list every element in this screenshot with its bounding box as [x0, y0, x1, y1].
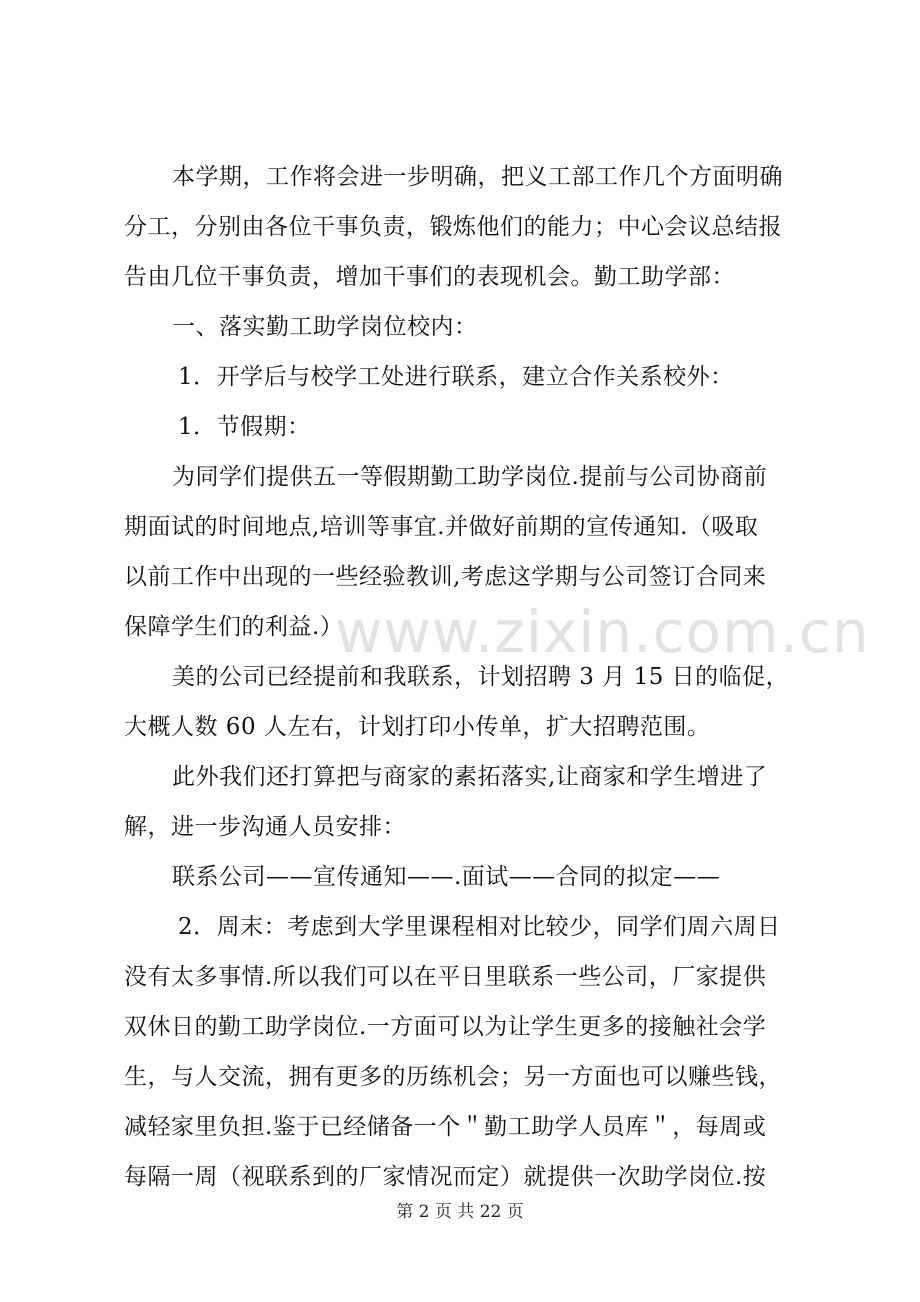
list-item: 1．开学后与校学工处进行联系，建立合作关系校外： — [178, 364, 734, 390]
text-line: 期面试的时间地点,培训等事宜.并做好前期的宣传通知.（吸取 — [124, 514, 759, 540]
text-line: 大概人数 60 人左右，计划打印小传单，扩大招聘范围。 — [124, 714, 711, 740]
list-item: 1．节假期： — [178, 414, 311, 440]
text-line: 告由几位干事负责，增加干事们的表现机会。勤工助学部： — [124, 264, 735, 290]
text-line: 解，进一步沟通人员安排： — [124, 814, 406, 840]
text-line: 保障学生们的利益.） — [124, 614, 344, 640]
watermark: www.zixin.com.cn — [335, 598, 870, 666]
text-line: 双休日的勤工助学岗位.一方面可以为让学生更多的接触社会学 — [124, 1014, 767, 1040]
text-line: 分工，分别由各位干事负责，锻炼他们的能力；中心会议总结报 — [124, 214, 782, 240]
page-footer — [0, 1200, 920, 1224]
text-line: 本学期，工作将会进一步明确，把义工部工作几个方面明确 — [172, 164, 783, 190]
section-heading: 一、落实勤工助学岗位校内： — [172, 314, 478, 340]
text-line: 此外我们还打算把与商家的素拓落实,让商家和学生增进了 — [172, 764, 768, 790]
document-body — [124, 152, 804, 1202]
text-line: 没有太多事情.所以我们可以在平日里联系一些公司，厂家提供 — [124, 964, 767, 990]
text-line: 联系公司——宣传通知——.面试——合同的拟定—— — [172, 864, 721, 890]
text-line: 为同学们提供五一等假期勤工助学岗位.提前与公司协商前 — [172, 464, 768, 490]
list-item: 2．周末：考虑到大学里课程相对比较少，同学们周六周日 — [178, 914, 781, 940]
text-line: 以前工作中出现的一些经验教训,考虑这学期与公司签订合同来 — [124, 564, 767, 590]
page-number: 第 2 页 共 22 页 — [396, 1202, 524, 1222]
text-line: 减轻家里负担.鉴于已经储备一个＂勤工助学人员库＂，每周或 — [124, 1114, 767, 1140]
text-line: 美的公司已经提前和我联系，计划招聘 3 月 15 日的临促， — [172, 664, 790, 690]
text-line: 生，与人交流，拥有更多的历练机会；另一方面也可以赚些钱， — [124, 1064, 782, 1090]
text-line: 每隔一周（视联系到的厂家情况而定）就提供一次助学岗位.按 — [124, 1164, 767, 1190]
